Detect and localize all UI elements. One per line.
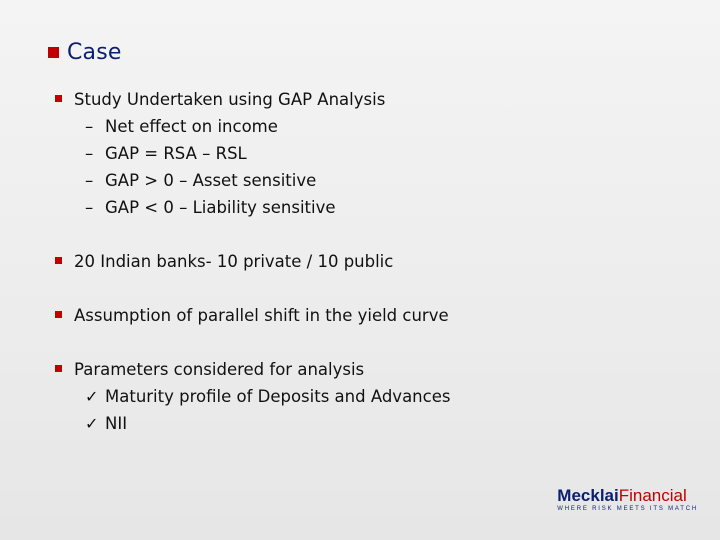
- check-item-text: NII: [105, 414, 128, 433]
- logo-wordmark: [557, 487, 698, 505]
- title-bullet-icon: [48, 47, 59, 58]
- checkmark-icon: ✓: [85, 387, 99, 406]
- checkmark-icon: ✓: [85, 414, 99, 433]
- bullet-text: Study Undertaken using GAP Analysis: [74, 90, 386, 109]
- sub-item-text: GAP = RSA – RSL: [105, 144, 247, 163]
- check-item-text: Maturity profile of Deposits and Advances: [105, 387, 451, 406]
- sub-item: [55, 167, 675, 194]
- bullet-item: [55, 248, 675, 275]
- sub-item-text: GAP < 0 – Liability sensitive: [105, 198, 336, 217]
- square-bullet-icon: [55, 95, 62, 102]
- logo-brand: Mecklai: [557, 486, 619, 505]
- bullet-block-4: [55, 356, 675, 437]
- logo-tagline: WHERE RISK MEETS ITS MATCH: [557, 506, 698, 512]
- dash-icon: –: [85, 171, 94, 190]
- slide-title: Case: [67, 40, 122, 65]
- sub-item: [55, 140, 675, 167]
- sub-list: [55, 113, 675, 221]
- sub-item-text: Net effect on income: [105, 117, 278, 136]
- bullet-item: [55, 356, 675, 383]
- check-item: [55, 383, 675, 410]
- bullet-text: Assumption of parallel shift in the yield curve: [74, 306, 449, 325]
- sub-item: [55, 113, 675, 140]
- bullet-item: [55, 302, 675, 329]
- square-bullet-icon: [55, 257, 62, 264]
- dash-icon: –: [85, 117, 94, 136]
- sub-item-text: GAP > 0 – Asset sensitive: [105, 171, 317, 190]
- bullet-text: Parameters considered for analysis: [74, 360, 365, 379]
- logo-accent: Financial: [618, 486, 687, 505]
- dash-icon: –: [85, 198, 94, 217]
- bullet-list: [55, 86, 675, 437]
- check-list: [55, 383, 675, 437]
- title-row: [48, 40, 122, 65]
- check-item: [55, 410, 675, 437]
- sub-item: [55, 194, 675, 221]
- bullet-block-1: [55, 86, 675, 221]
- bullet-item: [55, 86, 675, 113]
- company-logo: [557, 487, 698, 512]
- bullet-text: 20 Indian banks- 10 private / 10 public: [74, 252, 394, 271]
- square-bullet-icon: [55, 311, 62, 318]
- square-bullet-icon: [55, 365, 62, 372]
- dash-icon: –: [85, 144, 94, 163]
